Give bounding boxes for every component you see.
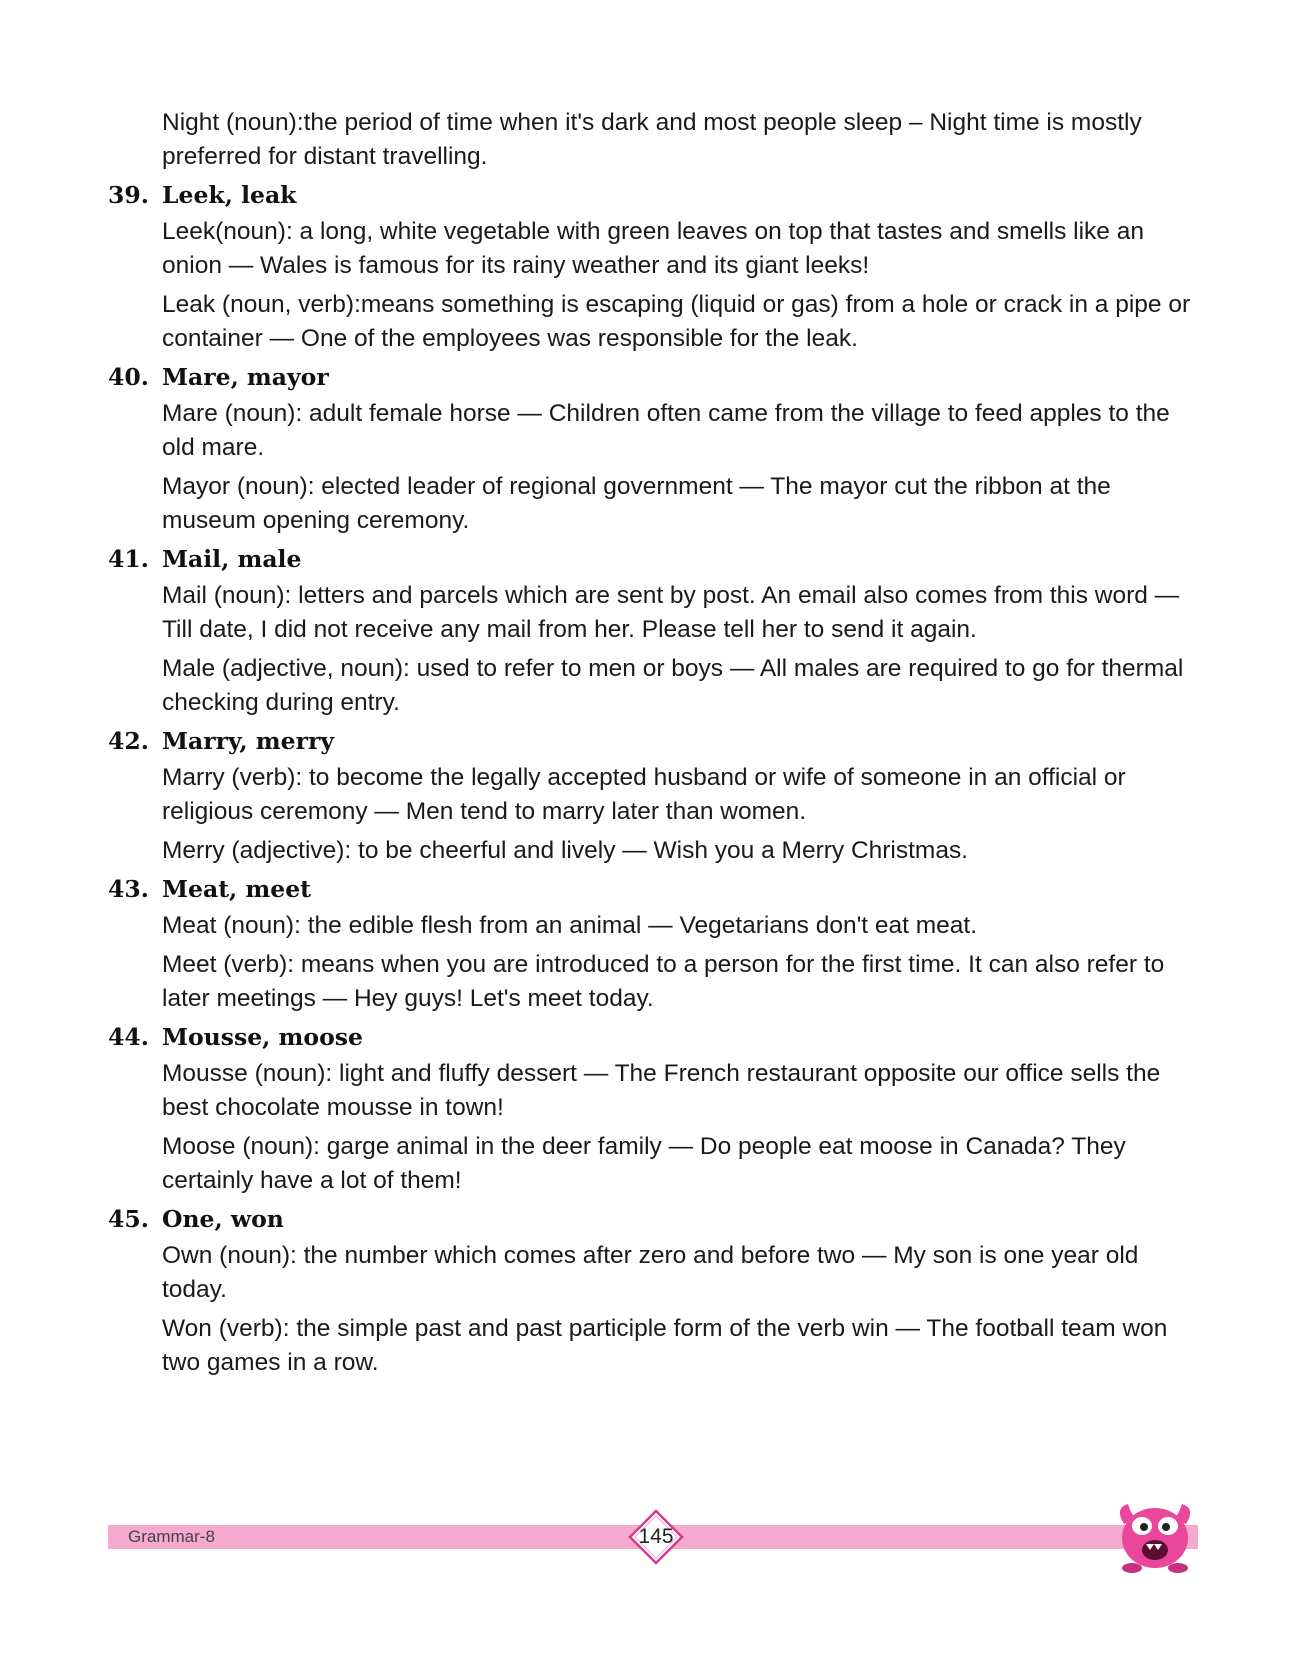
entry-title: Mare, mayor bbox=[162, 363, 329, 391]
definition: Mayor (noun): elected leader of regional government — The mayor cut the ribbon at the museum opening ceremony. bbox=[162, 473, 1111, 534]
entry-heading bbox=[108, 544, 1208, 574]
entry-number: 44. bbox=[108, 1023, 149, 1051]
entry-title: Marry, merry bbox=[162, 727, 335, 755]
entry-heading bbox=[108, 362, 1208, 392]
entry-45 bbox=[108, 1204, 1208, 1380]
definition: Leek(noun): a long, white vegetable with green leaves on top that tastes and smells like an onion — Wales is famous for its rainy weather and its giant leeks! bbox=[162, 218, 1144, 279]
definition: Mare (noun): adult female horse — Children often came from the village to feed apples to the old mare. bbox=[162, 400, 1170, 461]
entry-heading bbox=[108, 1204, 1208, 1234]
definition: Mousse (noun): light and fluffy dessert — The French restaurant opposite our office sells the best chocolate mousse in town! bbox=[162, 1060, 1161, 1121]
definition: Meet (verb): means when you are introduced to a person for the first time. It can also refer to later meetings — Hey guys! Let's meet today. bbox=[162, 951, 1165, 1012]
pink-monster-icon bbox=[1110, 1494, 1200, 1576]
entry-number: 45. bbox=[108, 1205, 149, 1233]
entry-title: Mail, male bbox=[162, 545, 302, 573]
definition: Marry (verb): to become the legally accepted husband or wife of someone in an official or religious ceremony — Men tend to marry later than women. bbox=[162, 764, 1126, 825]
entry-number: 43. bbox=[108, 875, 149, 903]
entry-heading bbox=[108, 180, 1208, 210]
definition: Merry (adjective): to be cheerful and lively — Wish you a Merry Christmas. bbox=[162, 837, 969, 864]
entry-heading bbox=[108, 1022, 1208, 1052]
book-label: Grammar-8 bbox=[128, 1527, 215, 1546]
intro-paragraph: Night (noun):the period of time when it's dark and most people sleep – Night time is mostly preferred for distant travelling. bbox=[162, 109, 1142, 170]
definition: Own (noun): the number which comes after zero and before two — My son is one year old today. bbox=[162, 1242, 1139, 1303]
entry-title: Leek, leak bbox=[162, 181, 297, 209]
definition: Leak (noun, verb):means something is escaping (liquid or gas) from a hole or crack in a pipe or container — One of the employees was responsible for the leak. bbox=[162, 291, 1191, 352]
entry-40 bbox=[108, 362, 1208, 538]
entry-42 bbox=[108, 726, 1208, 868]
entry-44 bbox=[108, 1022, 1208, 1198]
definition: Won (verb): the simple past and past participle form of the verb win — The football team won two games in a row. bbox=[162, 1315, 1168, 1376]
entry-title: Meat, meet bbox=[162, 875, 312, 903]
definition: Mail (noun): letters and parcels which are sent by post. An email also comes from this word — Till date, I did not receive any mail from her. Please tell her to send it again. bbox=[162, 582, 1180, 643]
main-content bbox=[108, 106, 1208, 1385]
entry-number: 41. bbox=[108, 545, 149, 573]
page-number: 145 bbox=[638, 1525, 674, 1548]
entry-39 bbox=[108, 180, 1208, 356]
entry-heading bbox=[108, 726, 1208, 756]
definition: Male (adjective, noun): used to refer to men or boys — All males are required to go for thermal checking during entry. bbox=[162, 655, 1184, 716]
entry-number: 42. bbox=[108, 727, 149, 755]
entry-number: 40. bbox=[108, 363, 149, 391]
entry-title: One, won bbox=[162, 1205, 284, 1233]
entry-43 bbox=[108, 874, 1208, 1016]
definition: Moose (noun): garge animal in the deer family — Do people eat moose in Canada? They certainly have a lot of them! bbox=[162, 1133, 1126, 1194]
definition: Meat (noun): the edible flesh from an animal — Vegetarians don't eat meat. bbox=[162, 912, 977, 939]
entry-41 bbox=[108, 544, 1208, 720]
entry-number: 39. bbox=[108, 181, 149, 209]
entry-heading bbox=[108, 874, 1208, 904]
entry-title: Mousse, moose bbox=[162, 1023, 363, 1051]
